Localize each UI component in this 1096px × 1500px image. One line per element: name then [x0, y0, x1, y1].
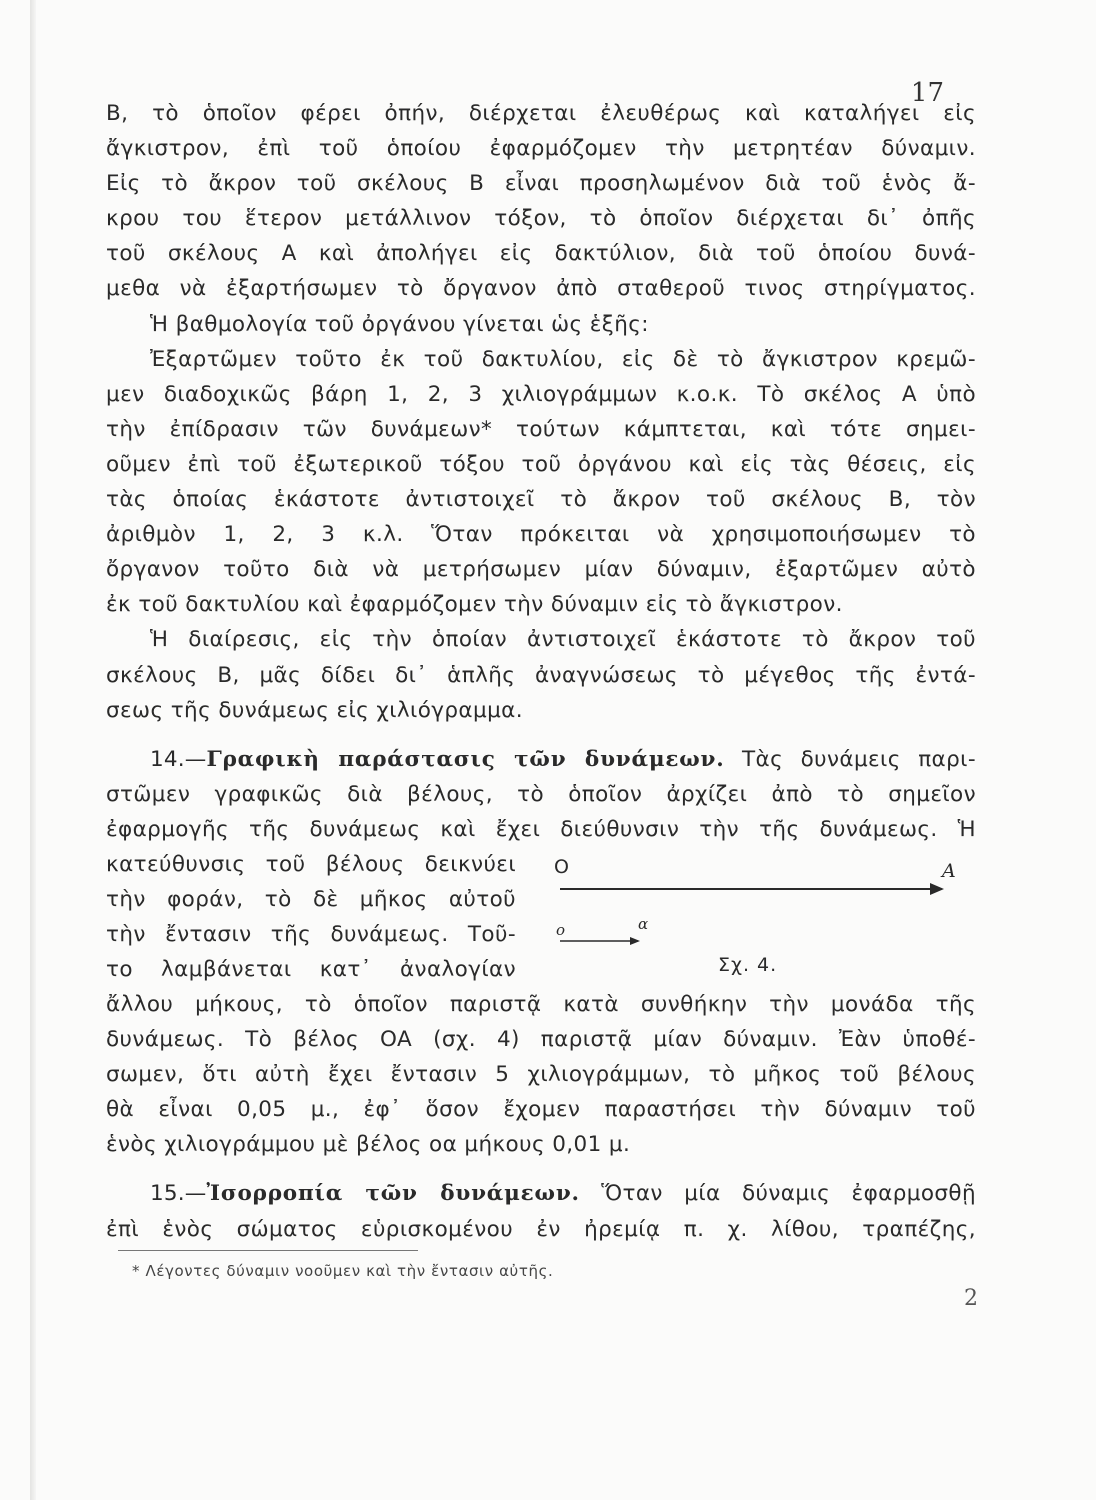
section-14-number: 14.—	[150, 746, 207, 772]
section-14-first-line	[106, 742, 976, 777]
book-spine-shadow	[30, 0, 36, 1500]
section-15-first-line	[106, 1176, 976, 1211]
text-line: ἐφαρμογῆς τῆς δυνάμεως καὶ ἔχει διεύθυνσιν τὴν τῆς δυνάμεως. Ἡ	[106, 816, 976, 842]
text-line: τοῦ σκέλους A καὶ ἀπολήγει εἰς δακτύλιον, διὰ τοῦ ὁποίου δυνά-	[106, 241, 976, 267]
text-line: ἐπὶ ἑνὸς σώματος εὑρισκομένου ἐν ἠρεμίᾳ π. χ. λίθου, τραπέζης,	[106, 1216, 976, 1242]
text-line: μεθα νὰ ἐξαρτήσωμεν τὸ ὄργανον ἀπὸ σταθεροῦ τινος στηρίγματος.	[106, 276, 976, 302]
text-line: Ἡ βαθμολογία τοῦ ὀργάνου γίνεται ὡς ἑξῆς:	[150, 311, 649, 337]
text-line: τὴν ἔντασιν τῆς δυνάμεως. Τοῦ-	[106, 922, 516, 948]
text-line: στῶμεν γραφικῶς διὰ βέλους, τὸ ὁποῖον ἀρχίζει ἀπὸ τὸ σημεῖον	[106, 781, 976, 807]
text-line: οῦμεν ἐπὶ τοῦ ἐξωτερικοῦ τόξου τοῦ ὀργάνου καὶ εἰς τὰς θέσεις, εἰς	[106, 451, 976, 477]
page-number: 17	[910, 78, 944, 108]
text-line: ἄγκιστρον, ἐπὶ τοῦ ὁποίου ἐφαρμόζομεν τὴν μετρητέαν δύναμιν.	[106, 136, 976, 162]
label-o: O	[554, 855, 570, 878]
text-line: σωμεν, ὅτι αὐτὴ ἔχει ἔντασιν 5 χιλιογράμμων, τὸ μῆκος τοῦ βέλους	[106, 1062, 976, 1088]
text-line: θὰ εἶναι 0,05 μ., ἐφ᾽ ὅσον ἔχομεν παραστήσει τὴν δύναμιν τοῦ	[106, 1097, 976, 1123]
text-line: ἑνὸς χιλιογράμμου μὲ βέλος οα μήκους 0,01 μ.	[106, 1132, 631, 1158]
text-line: σκέλους B, μᾶς δίδει δι᾽ ἁπλῆς ἀναγνώσεως τὸ μέγεθος τῆς ἐντά-	[106, 662, 976, 688]
text-line-rest: Ὅταν μία δύναμις ἐφαρμοσθῇ	[601, 1181, 977, 1207]
text-line: τὰς ὁποίας ἑκάστοτε ἀντιστοιχεῖ τὸ ἄκρον τοῦ σκέλους B, τὸν	[106, 487, 976, 513]
text-line: μεν διαδοχικῶς βάρη 1, 2, 3 χιλιογράμμων κ.ο.κ. Τὸ σκέλος A ὑπὸ	[106, 381, 976, 407]
text-line: κατεύθυνσις τοῦ βέλους δεικνύει	[106, 851, 516, 877]
label-a-small: α	[638, 914, 649, 933]
text-line: τὴν ἐπίδρασιν τῶν δυνάμεων* τούτων κάμπτεται, καὶ τότε σημει-	[106, 416, 976, 442]
section-14-title: Γραφικὴ παράστασις τῶν δυνάμεων.	[206, 746, 725, 772]
signature-mark: 2	[964, 1286, 978, 1311]
text-line: δυνάμεως. Τὸ βέλος OA (σχ. 4) παριστᾷ μίαν δύναμιν. Ἐὰν ὑποθέ-	[106, 1027, 976, 1053]
text-line: Ἐξαρτῶμεν τοῦτο ἐκ τοῦ δακτυλίου, εἰς δὲ τὸ ἄγκιστρον κρεμῶ-	[150, 346, 976, 372]
label-a: A	[942, 859, 957, 882]
text-line: ἀριθμὸν 1, 2, 3 κ.λ. Ὅταν πρόκειται νὰ χρησιμοποιήσωμεν τὸ	[106, 522, 976, 548]
section-15-number: 15.—	[150, 1181, 207, 1207]
text-line: Ἡ διαίρεσις, εἰς τὴν ὁποίαν ἀντιστοιχεῖ ἑκάστοτε τὸ ἄκρον τοῦ	[150, 627, 976, 653]
body-text	[106, 96, 976, 1247]
text-line-rest: Τὰς δυνάμεις παρι-	[742, 746, 977, 772]
arrow-oa-small-head	[630, 937, 640, 945]
text-line: σεως τῆς δυνάμεως εἰς χιλιόγραμμα.	[106, 697, 523, 723]
figure-block	[106, 847, 976, 987]
text-line: κρου του ἕτερον μετάλλινον τόξον, τὸ ὁποῖον διέρχεται δι᾽ ὀπῆς	[106, 206, 976, 232]
text-line: ὄργανον τοῦτο διὰ νὰ μετρήσωμεν μίαν δύναμιν, ἐξαρτῶμεν αὐτὸ	[106, 557, 976, 583]
figure-caption: Σχ. 4.	[718, 953, 778, 976]
text-line: ἐκ τοῦ δακτυλίου καὶ ἐφαρμόζομεν τὴν δύναμιν εἰς τὸ ἄγκιστρον.	[106, 592, 843, 618]
footnote-rule	[118, 1250, 418, 1251]
footnote: * Λέγοντες δύναμιν νοοῦμεν καὶ τὴν ἔντασιν αὐτῆς.	[132, 1262, 554, 1280]
label-o-small: ο	[556, 920, 566, 939]
text-line: Εἰς τὸ ἄκρον τοῦ σκέλους B εἶναι προσηλωμένον διὰ τοῦ ἑνὸς ἄ-	[106, 171, 976, 197]
section-15-title: Ἰσορροπία τῶν δυνάμεων.	[206, 1181, 580, 1207]
arrow-oa-head	[930, 883, 944, 895]
text-line: το λαμβάνεται κατ᾽ ἀναλογίαν	[106, 957, 516, 983]
text-line: ἄλλου μήκους, τὸ ὁποῖον παριστᾷ κατὰ συνθήκην τὴν μονάδα τῆς	[106, 991, 976, 1017]
text-line: τὴν φοράν, τὸ δὲ μῆκος αὐτοῦ	[106, 887, 516, 913]
text-line: B, τὸ ὁποῖον φέρει ὀπήν, διέρχεται ἐλευθέρως καὶ καταλήγει εἰς	[106, 101, 976, 126]
